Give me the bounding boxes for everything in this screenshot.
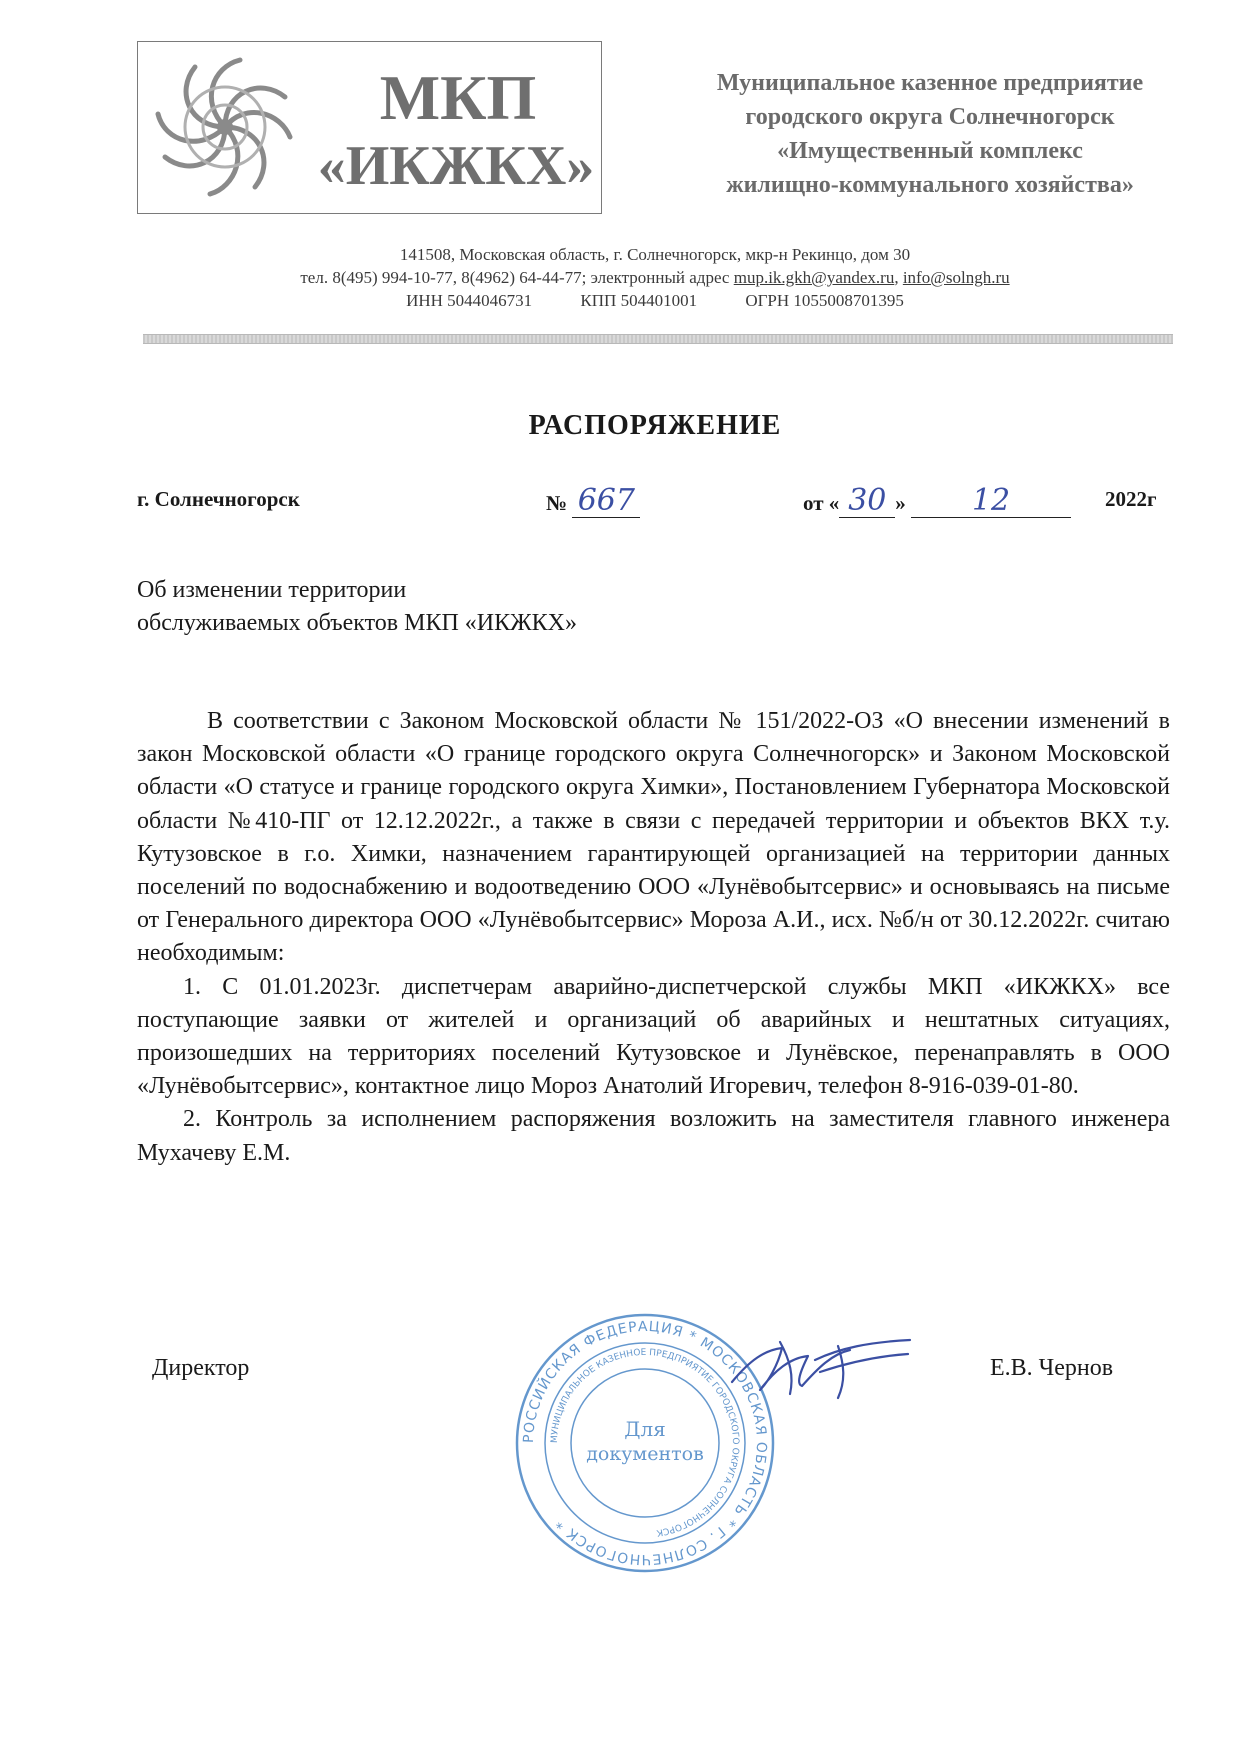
- kpp: КПП 504401001: [580, 291, 698, 310]
- date-prefix: от «: [803, 491, 840, 515]
- stamp-inner-text: МУНИЦИПАЛЬНОЕ КАЗЕННОЕ ПРЕДПРИЯТИЕ ГОРОДСКОГО ОКРУГА СОЛНЕЧНОГОРСК: [549, 1347, 741, 1538]
- inn: ИНН 5044046731: [406, 291, 533, 310]
- registration-codes: [180, 289, 1130, 312]
- org-name-line: «Имущественный комплекс: [777, 138, 1083, 164]
- subject-line: обслуживаемых объектов МКП «ИКЖКХ»: [137, 610, 577, 636]
- swirl-logo-icon: [150, 52, 300, 202]
- organization-name: [650, 66, 1210, 202]
- org-name-line: городского округа Солнечногорск: [745, 104, 1115, 130]
- document-body: [137, 705, 1170, 1170]
- stamp-center-line: документов: [586, 1443, 704, 1465]
- stamp-outer-text: РОССИЙСКАЯ ФЕДЕРАЦИЯ * МОСКОВСКАЯ ОБЛАСТЬ * Г. СОЛНЕЧНОГОРСК *: [520, 1318, 770, 1568]
- document-city: г. Солнечногорск: [137, 487, 300, 511]
- document-title: РАСПОРЯЖЕНИЕ: [528, 410, 782, 441]
- phone-text: тел. 8(495) 994-10-77, 8(4962) 64-44-77; электронный адрес: [300, 268, 730, 287]
- contact-block: [180, 243, 1130, 312]
- phone-email-line: [180, 266, 1130, 289]
- email-separator: ,: [894, 268, 899, 287]
- document-year: 2022г: [1105, 487, 1157, 511]
- logo-name: «ИКЖКХ»: [317, 135, 595, 197]
- logo-box: [137, 41, 602, 214]
- number-label: №: [546, 491, 568, 515]
- logo-abbreviation: МКП: [379, 62, 537, 133]
- header-divider: [143, 334, 1173, 344]
- email-link[interactable]: mup.ik.gkh@yandex.ru: [733, 268, 895, 287]
- order-item: 1. С 01.01.2023г. диспетчерам аварийно-диспетчерской службы МКП «ИКЖКХ» все поступающие заявки от жителей и организаций об аварийных и нештатных ситуациях, произошедших на территориях поселений Кутузовское и Лунёвское, перенаправлять в ООО «Лунёвобытсервис», контактное лицо Мороз Анатолий Игоревич, телефон 8-916-039-01-80.: [137, 973, 1170, 1100]
- signatory-title: Директор: [152, 1355, 250, 1381]
- handwritten-signature: [720, 1320, 920, 1410]
- subject-line: Об изменении территории: [137, 577, 407, 603]
- document-date: [803, 483, 1071, 518]
- address: 141508, Московская область, г. Солнечногорск, мкр-н Рекинцо, дом 30: [399, 245, 911, 264]
- signatory-name: Е.В. Чернов: [990, 1355, 1114, 1381]
- day-handwritten: 30: [839, 487, 895, 518]
- document-number: [546, 483, 640, 518]
- email-link[interactable]: info@solngh.ru: [902, 268, 1010, 287]
- document-subject: [137, 574, 577, 640]
- month-handwritten: 12: [911, 487, 1071, 518]
- org-name-line: Муниципальное казенное предприятие: [716, 70, 1144, 96]
- body-paragraph: В соответствии с Законом Московской области № 151/2022-ОЗ «О внесении изменений в закон Московской области «О границе городского округа Солнечногорск» и Законом Московской области «О статусе и границе городского округа Химки», Постановлением Губернатора Московской области №410-ПГ от 12.12.2022г., а также в связи с передачей территории и объектов ВКХ т.у. Кутузовское в г.о. Химки, назначением гарантирующей организацией на территории данных поселений по водоснабжению и водоотведению ООО «Лунёвобытсервис» и основываясь на письме от Генерального директора ООО «Лунёвобытсервис» Мороза А.И., исх. №б/н от 30.12.2022г. считаю необходимым:: [137, 708, 1170, 967]
- stamp-center-line: Для: [624, 1417, 666, 1441]
- org-name-line: жилищно-коммунального хозяйства»: [726, 172, 1134, 198]
- number-handwritten: 667: [572, 487, 640, 518]
- ogrn: ОГРН 1055008701395: [745, 291, 904, 310]
- date-mid: »: [895, 491, 906, 515]
- order-item: 2. Контроль за исполнением распоряжения возложить на заместителя главного инженера Мухачеву Е.М.: [137, 1106, 1170, 1166]
